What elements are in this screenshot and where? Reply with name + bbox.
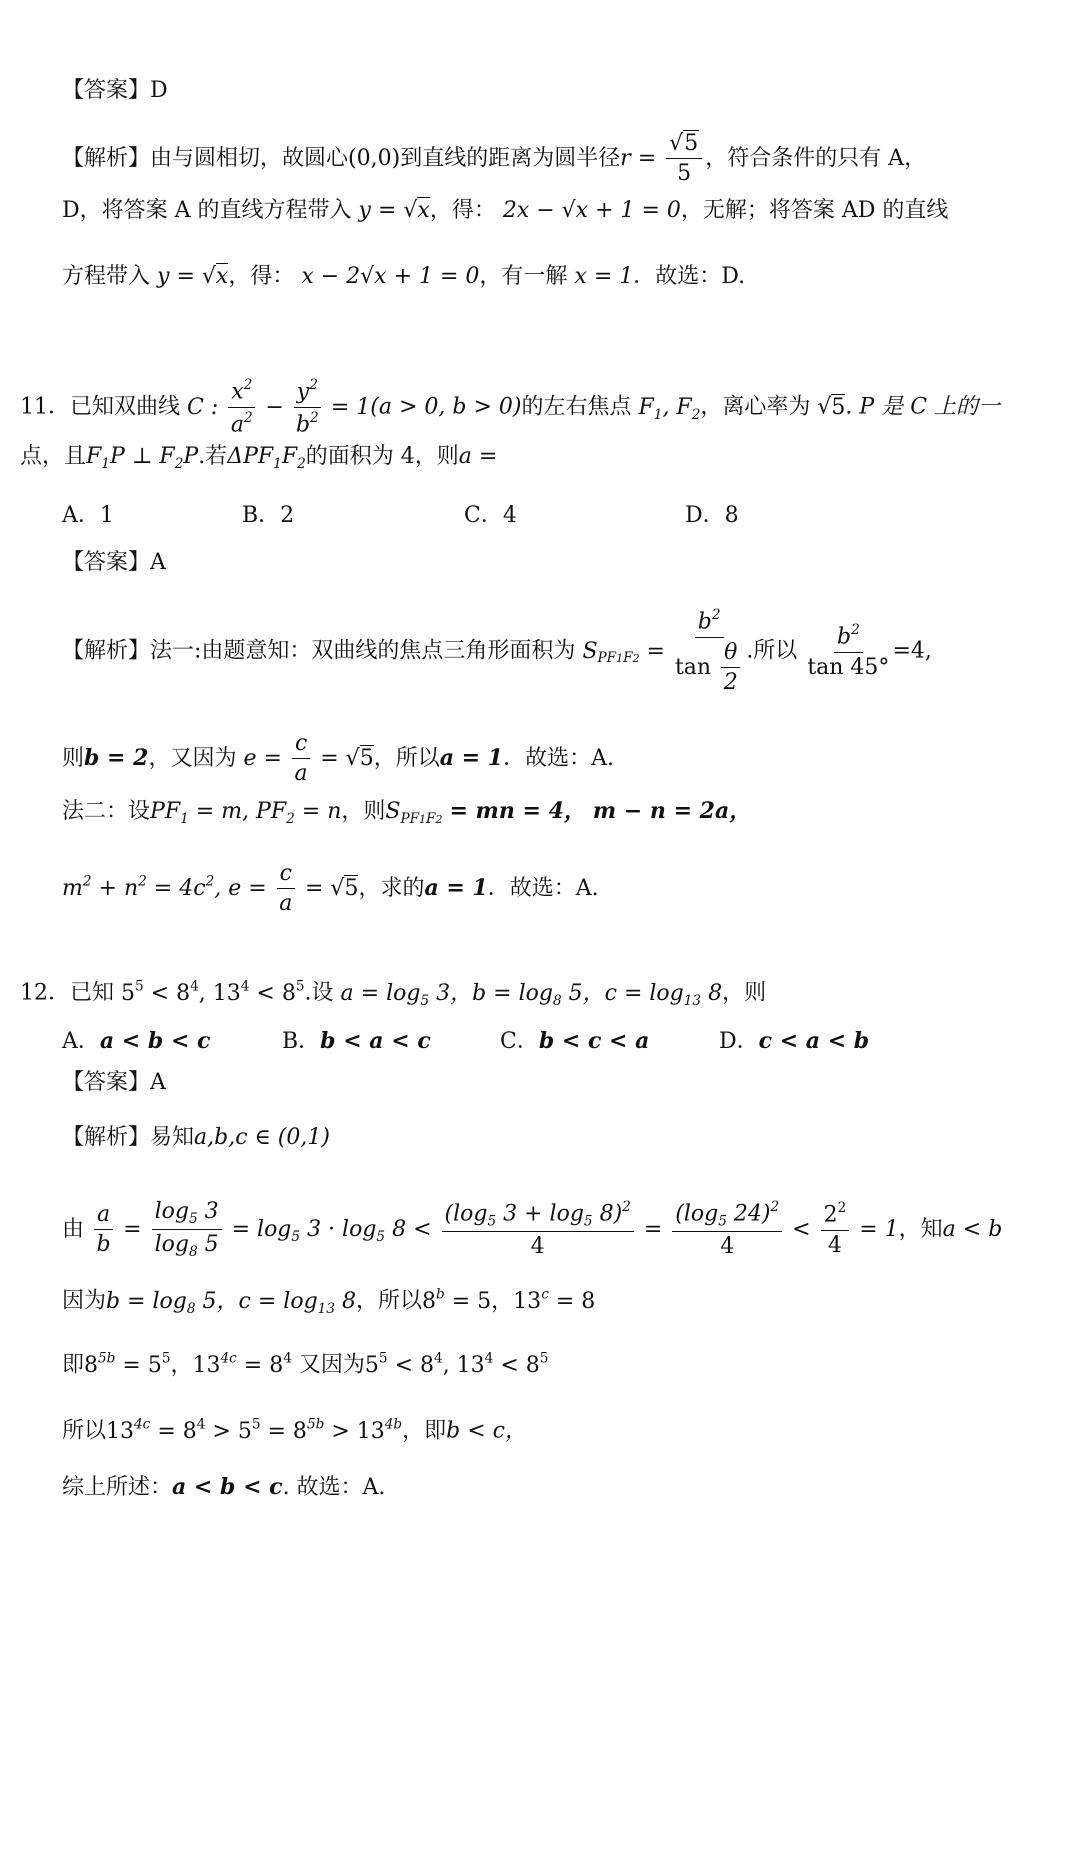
analysis-text: ．故选：A. bbox=[487, 876, 599, 902]
q11-analysis-line1 bbox=[62, 608, 932, 695]
a-value: a = 1 bbox=[424, 875, 488, 902]
q12-option-b bbox=[282, 1030, 431, 1053]
stem-text: .若 bbox=[198, 444, 228, 469]
analysis-text: D，将答案 A 的直线方程带入 bbox=[62, 198, 352, 223]
question-number: 12． bbox=[20, 980, 70, 1006]
b-value: b = 2 bbox=[84, 745, 149, 772]
analysis-text: ，有一解 bbox=[479, 264, 568, 289]
analysis-text: 易知 bbox=[150, 1125, 195, 1150]
q10-answer-line bbox=[62, 80, 168, 102]
analysis-text: ，即 bbox=[402, 1418, 447, 1444]
q11-method2-line1 bbox=[62, 800, 751, 826]
analysis-text: 法二：设 bbox=[62, 799, 151, 824]
q12-option-d bbox=[719, 1030, 869, 1053]
final-order: a < b < c bbox=[172, 1474, 283, 1500]
analysis-text: 即 bbox=[62, 1352, 85, 1378]
perpendicular-condition: $F_1P$ ⊥ $F_2P$ bbox=[86, 444, 199, 472]
radius-var: r bbox=[620, 146, 631, 172]
a-value: a = 1 bbox=[439, 745, 504, 772]
stem-text: . P 是 C 上的一 bbox=[845, 394, 1001, 420]
stem-text: a = bbox=[458, 444, 498, 469]
option-letter: C． bbox=[500, 1029, 539, 1054]
analysis-text: 又因为 bbox=[298, 1352, 365, 1378]
segments: $PF_1 = m$, $PF_2 = n$ bbox=[150, 799, 342, 827]
analysis-text: . 故选：A. bbox=[282, 1475, 386, 1500]
analysis-text: .所以 bbox=[746, 638, 798, 664]
hyperbola-equation: C : $\frac{x^2}{a^2}$ − $\frac{y^2}{b^2}$ = 1 bbox=[187, 377, 371, 438]
analysis-text: ，则 bbox=[341, 799, 386, 824]
q10-analysis-line2 bbox=[62, 200, 948, 222]
option-letter: D． bbox=[719, 1029, 759, 1054]
option-expr: b < c < a bbox=[538, 1028, 650, 1054]
curve-y-sqrt-x: y = √x bbox=[358, 198, 430, 223]
q12-analysis-line2 bbox=[62, 1200, 1002, 1260]
range-expr: a,b,c ∈ (0,1) bbox=[194, 1125, 330, 1150]
given-inequalities: $5^5 < 8^4$, $13^4 < 8^5$ bbox=[364, 1350, 549, 1378]
stem-text: 已知 bbox=[70, 980, 115, 1006]
difference-equation: m − n = 2a， bbox=[592, 798, 752, 824]
q12-analysis-line3 bbox=[62, 1288, 595, 1316]
analysis-text: ，符合条件的只有 A， bbox=[705, 146, 927, 172]
analysis-text: ，求的 bbox=[358, 876, 425, 902]
pythagoras: $m^2 + n^2 = 4c^2$, e = $\frac{c}{a}$ = √5 bbox=[62, 861, 359, 917]
analysis-text: ，无解；将答案 AD 的直线 bbox=[680, 198, 949, 223]
analysis-text: ，知 bbox=[898, 1216, 943, 1242]
stem-text: ，则 bbox=[722, 980, 767, 1006]
option-expr: c < a < b bbox=[758, 1028, 870, 1054]
q12-analysis-line5 bbox=[62, 1418, 527, 1443]
eccentricity: √5 bbox=[817, 394, 846, 420]
answer-value: D bbox=[150, 78, 168, 103]
analysis-text: ，所以 bbox=[373, 746, 440, 772]
analysis-label: 【解析】 bbox=[62, 1125, 151, 1150]
circle-center: (0,0) bbox=[348, 146, 401, 172]
eccentricity-formula: e = $\frac{c}{a}$ = √5 bbox=[243, 731, 374, 787]
power-forms: $8^{5b} = 5^5$，$13^{4c} = 8^4$ bbox=[84, 1350, 292, 1378]
solution: x = 1 bbox=[574, 264, 634, 289]
option-letter: B． bbox=[282, 1029, 321, 1054]
analysis-text: 法一:由题意知：双曲线的焦点三角形面积为 bbox=[150, 638, 576, 664]
stem-text: 点，且 bbox=[20, 444, 87, 469]
q10-analysis-line3 bbox=[62, 266, 745, 288]
q11-stem-line2 bbox=[20, 446, 497, 471]
q12-answer-line bbox=[62, 1072, 166, 1094]
equation: 2x − √x + 1 = 0 bbox=[502, 198, 681, 223]
radius-den: 5 bbox=[677, 161, 692, 187]
given-inequalities: $5^5 < 8^4$, $13^4 < 8^5$ bbox=[121, 978, 305, 1006]
stem-text: .设 bbox=[304, 980, 334, 1006]
question-number: 11． bbox=[20, 394, 70, 420]
analysis-text: ．故选：A. bbox=[503, 746, 614, 772]
q10-analysis-line1: 【解析】由与圆相切，故圆心(0,0)到直线的距离为圆半径r = $\frac{√5}{5}$ ，符合条件的只有 A， bbox=[62, 131, 927, 187]
q11-option-d: D．8 bbox=[685, 503, 739, 528]
option-expr: a < b < c bbox=[99, 1028, 211, 1054]
answer-value: A bbox=[150, 1070, 166, 1095]
radius-num: 5 bbox=[684, 131, 699, 156]
q12-stem bbox=[20, 980, 766, 1008]
option-expr: b < a < c bbox=[320, 1028, 431, 1054]
q11-option-a: A．1 bbox=[62, 503, 114, 528]
tan-45: tan 45° bbox=[807, 654, 890, 680]
q11-stem-line1 bbox=[20, 378, 1000, 437]
area-formula: $S_{PF1F2}$ = $b^2$ tan $\frac{\theta}{2}$ bbox=[582, 639, 746, 664]
analysis-text: 所以 bbox=[62, 1418, 107, 1444]
equation: x − 2√x + 1 = 0 bbox=[301, 264, 480, 289]
analysis-text: 综上所述： bbox=[62, 1475, 173, 1500]
analysis-text: ，又因为 bbox=[148, 746, 237, 772]
triangle: $\Delta PF_1F_2$ bbox=[227, 444, 306, 472]
analysis-text: 则 bbox=[62, 746, 85, 772]
analysis-text: 由与圆相切，故圆心 bbox=[150, 146, 349, 172]
q11-method2-line2 bbox=[62, 862, 599, 916]
stem-text: 已知双曲线 bbox=[70, 394, 181, 420]
curve-y-sqrt-x: y = √x bbox=[157, 264, 229, 289]
q11-answer-line bbox=[62, 552, 166, 574]
area-symbol: $S_{PF1F2}$ bbox=[385, 799, 443, 827]
ratio-chain: $\frac{a}{b}$ = $\frac{\log_5 3}{\log_8 5}$ = $\log_5 3 \cdot \log_5 8$ < $\frac{(\log_5 3 + \log_5 8)^2}{4}$ = $\frac{(\log_5 24)^2}{4}$ < $\frac{2^2}{4}$ = 1 bbox=[91, 1217, 899, 1242]
conclusion: a < b bbox=[942, 1216, 1003, 1242]
radius-fraction: $\frac{√5}{5}$ bbox=[666, 132, 702, 186]
answer-label: 【答案】 bbox=[62, 78, 151, 103]
analysis-label: 【解析】 bbox=[62, 638, 151, 664]
area-fraction: $\frac{b^2}{\tan 45^\circ}$ bbox=[807, 622, 890, 680]
q12-analysis-line6 bbox=[62, 1476, 385, 1499]
analysis-text: 因为 bbox=[62, 1288, 107, 1314]
analysis-text: 由 bbox=[62, 1216, 85, 1242]
q11-analysis-line2 bbox=[62, 732, 614, 786]
bc-definitions: $b = \log_8 5$，$c = \log_{13} 8$ bbox=[106, 1288, 357, 1317]
q11-option-b: B．2 bbox=[242, 503, 295, 528]
definitions: $a = \log_5 3$，$b = \log_8 5$，$c = \log_{13} 8$ bbox=[340, 980, 723, 1009]
analysis-text: 方程带入 bbox=[62, 264, 151, 289]
hyperbola-condition: (a > 0, b > 0) bbox=[370, 394, 522, 420]
analysis-label: 【解析】 bbox=[62, 146, 151, 172]
answer-label: 【答案】 bbox=[62, 550, 151, 575]
q12-analysis-line4 bbox=[62, 1352, 548, 1377]
exponential-forms: $8^b = 5$，$13^c = 8$ bbox=[422, 1286, 596, 1314]
q12-option-a bbox=[62, 1030, 210, 1053]
comparison-chain: $13^{4c} = 8^4 > 5^5 = 8^{5b} > 13^{4b}$ bbox=[106, 1416, 403, 1444]
analysis-text: ，得： bbox=[228, 264, 295, 289]
analysis-text: 到直线的距离为圆半径 bbox=[400, 146, 621, 172]
analysis-text: =4, bbox=[892, 638, 932, 664]
option-letter: A． bbox=[62, 1029, 100, 1054]
answer-label: 【答案】 bbox=[62, 1070, 151, 1095]
stem-text: 的左右焦点 bbox=[521, 394, 632, 420]
q11-option-c: C．4 bbox=[464, 503, 517, 528]
stem-text: 的面积为 4，则 bbox=[305, 444, 459, 469]
analysis-text: ，所以 bbox=[356, 1288, 423, 1314]
analysis-text: ，得： bbox=[429, 198, 496, 223]
area-equation: = mn = 4， bbox=[449, 798, 586, 824]
conclusion: b < c， bbox=[446, 1418, 527, 1444]
foci: $F_1$, $F_2$ bbox=[638, 394, 701, 423]
stem-text: ，离心率为 bbox=[700, 394, 811, 420]
q12-analysis-line1 bbox=[62, 1127, 330, 1149]
answer-value: A bbox=[150, 550, 166, 575]
q12-option-c bbox=[500, 1030, 649, 1053]
analysis-text: ．故选：D. bbox=[633, 264, 746, 289]
